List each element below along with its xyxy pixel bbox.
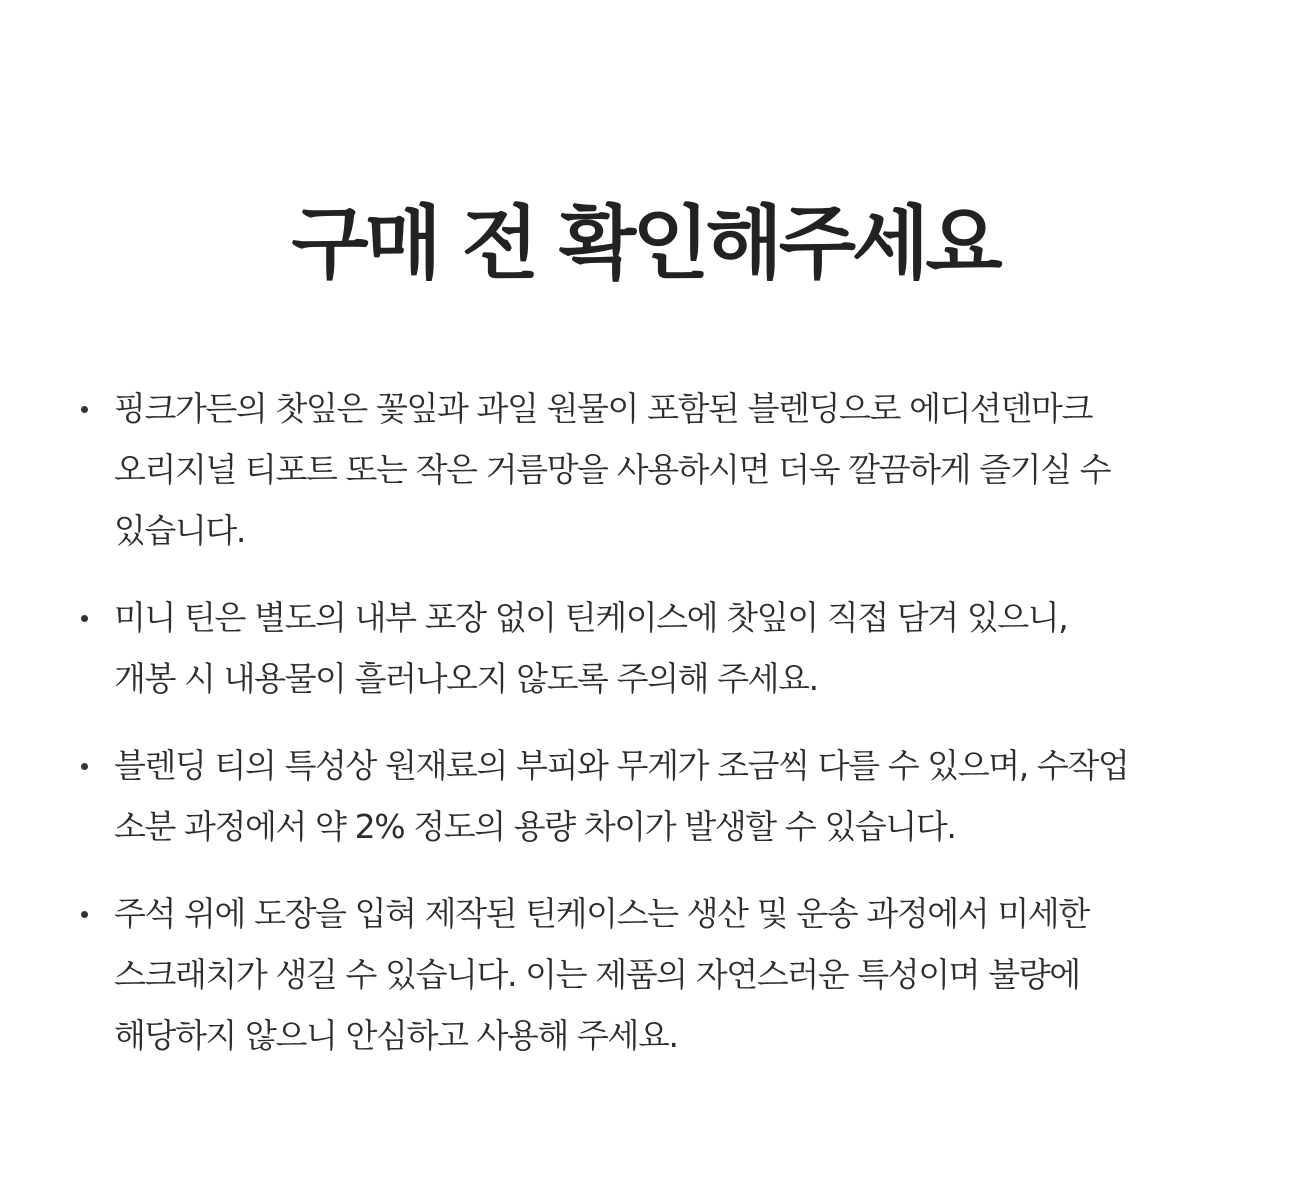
bullet-icon [81, 763, 88, 770]
page-title: 구매 전 확인해주세요 [291, 197, 999, 290]
notice-line: 해당하지 않으니 안심하고 사용해 주세요. [114, 1016, 678, 1055]
notice-line: 오리지널 티포트 또는 작은 거름망을 사용하시면 더욱 깔끔하게 즐기실 수 [114, 450, 1111, 489]
notice-line: 있습니다. [114, 511, 246, 550]
notice-line: 주석 위에 도장을 입혀 제작된 틴케이스는 생산 및 운송 과정에서 미세한 [114, 894, 1089, 933]
notice-item [72, 735, 1192, 857]
notice-line: 개봉 시 내용물이 흘러나오지 않도록 주의해 주세요. [114, 659, 818, 698]
notice-line: 블렌딩 티의 특성상 원재료의 부피와 무게가 조금씩 다를 수 있으며, 수작업 [114, 746, 1129, 785]
bullet-icon [81, 911, 88, 918]
bullet-icon [81, 615, 88, 622]
notice-item [72, 587, 1192, 709]
notice-item [72, 883, 1192, 1066]
notice-line: 소분 과정에서 약 2% 정도의 용량 차이가 발생할 수 있습니다. [114, 807, 956, 846]
notice-item [72, 378, 1192, 561]
bullet-icon [81, 406, 88, 413]
notice-line: 핑크가든의 찻잎은 꽃잎과 과일 원물이 포함된 블렌딩으로 에디션덴마크 [114, 389, 1092, 428]
notice-line: 미니 틴은 별도의 내부 포장 없이 틴케이스에 찻잎이 직접 담겨 있으니, [114, 598, 1068, 637]
notice-line: 스크래치가 생길 수 있습니다. 이는 제품의 자연스러운 특성이며 불량에 [114, 955, 1080, 994]
notice-list [72, 378, 1192, 1092]
